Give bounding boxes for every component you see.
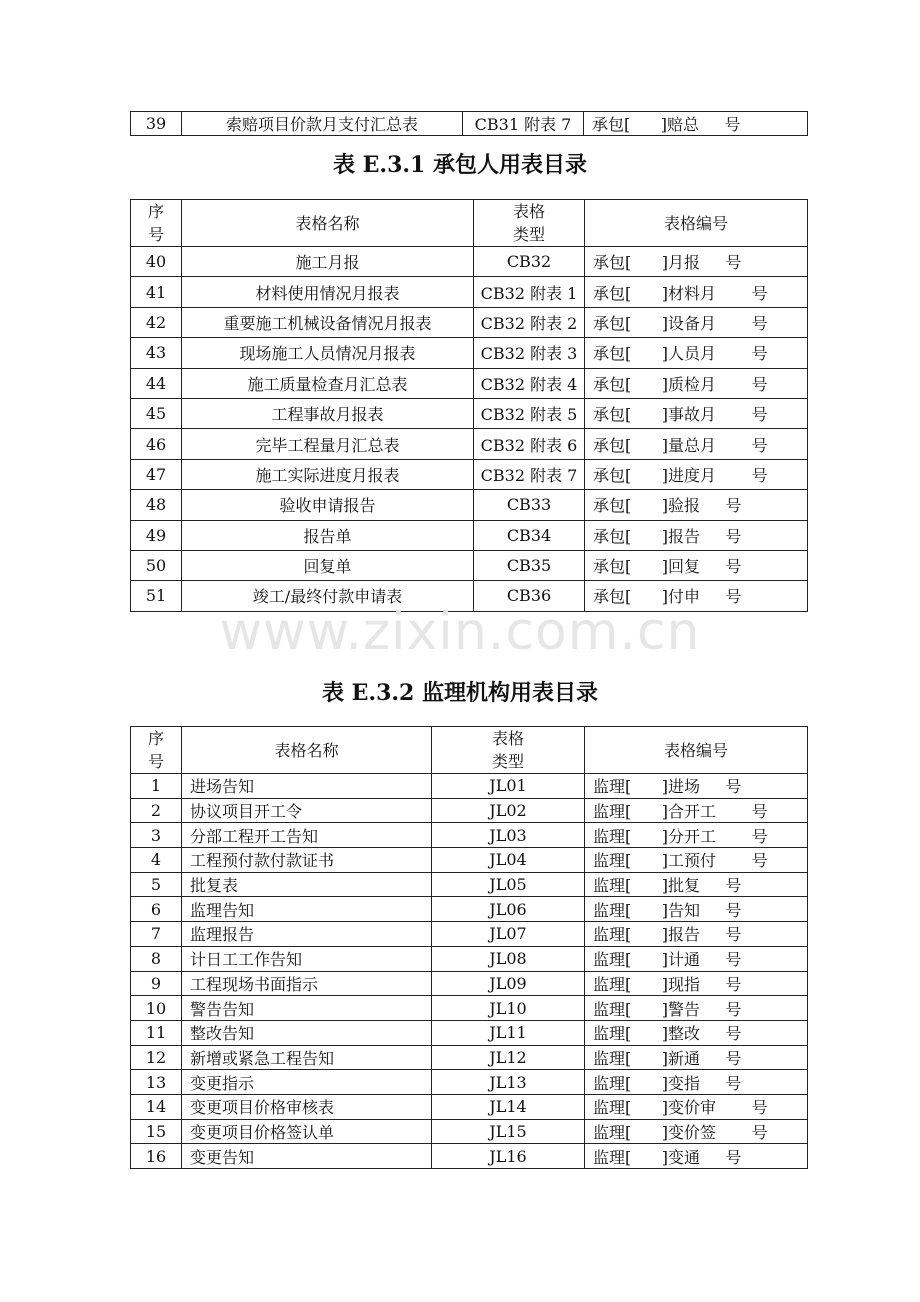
table-row [131, 338, 808, 368]
header-name: 表格名称 [182, 727, 432, 774]
form-type: CB35 [474, 550, 585, 580]
form-name: 监理告知 [182, 897, 432, 922]
form-code: 监理[ ]进场 号 [585, 774, 808, 799]
row-number: 44 [131, 368, 182, 398]
form-name: 施工实际进度月报表 [182, 459, 474, 489]
form-code: 监理[ ]报告 号 [585, 922, 808, 947]
form-type: JL04 [432, 848, 585, 873]
row-number: 42 [131, 307, 182, 337]
table-row [131, 398, 808, 428]
row-number: 40 [131, 247, 182, 277]
form-name: 回复单 [182, 550, 474, 580]
form-name: 现场施工人员情况月报表 [182, 338, 474, 368]
form-code: 承包[ ]人员月 号 [585, 338, 808, 368]
form-type: JL11 [432, 1020, 585, 1045]
row-number: 4 [131, 848, 182, 873]
table-row [131, 550, 808, 580]
table-row [131, 368, 808, 398]
form-type: CB32 附表 7 [474, 459, 585, 489]
form-code: 监理[ ]警告 号 [585, 996, 808, 1021]
form-code: 监理[ ]整改 号 [585, 1020, 808, 1045]
row-number: 39 [131, 112, 182, 136]
form-name: 竣工/最终付款申请表 [182, 581, 474, 611]
header-no: 序 号 [131, 200, 182, 247]
table-row [131, 459, 808, 489]
row-number: 10 [131, 996, 182, 1021]
form-code: 监理[ ]变价审 号 [585, 1094, 808, 1119]
header-code: 表格编号 [585, 200, 808, 247]
form-name: 工程现场书面指示 [182, 971, 432, 996]
form-code: 监理[ ]变价签 号 [585, 1119, 808, 1144]
form-type: CB31 附表 7 [463, 112, 584, 136]
form-code: 监理[ ]工预付 号 [585, 848, 808, 873]
table-row [131, 872, 808, 897]
table-row [131, 971, 808, 996]
supervision-forms-table [130, 726, 808, 1169]
table-row [131, 996, 808, 1021]
header-name: 表格名称 [182, 200, 474, 247]
form-name: 材料使用情况月报表 [182, 277, 474, 307]
form-name: 变更项目价格签认单 [182, 1119, 432, 1144]
form-name: 施工质量检查月汇总表 [182, 368, 474, 398]
form-code: 监理[ ]现指 号 [585, 971, 808, 996]
form-type: JL12 [432, 1045, 585, 1070]
row-number: 2 [131, 798, 182, 823]
table-row [131, 277, 808, 307]
header-no: 序 号 [131, 727, 182, 774]
form-code: 承包[ ]事故月 号 [585, 398, 808, 428]
form-name: 工程预付款付款证书 [182, 848, 432, 873]
form-type: JL14 [432, 1094, 585, 1119]
form-code: 监理[ ]新通 号 [585, 1045, 808, 1070]
form-type: JL08 [432, 946, 585, 971]
table-row [131, 307, 808, 337]
table-header-row [131, 727, 808, 774]
form-code: 监理[ ]变指 号 [585, 1070, 808, 1095]
row-number: 15 [131, 1119, 182, 1144]
table-row [131, 922, 808, 947]
row-number: 8 [131, 946, 182, 971]
form-name: 施工月报 [182, 247, 474, 277]
form-name: 新增或紧急工程告知 [182, 1045, 432, 1070]
form-code: 承包[ ]付申 号 [585, 581, 808, 611]
watermark: www.zixin.com.cn [219, 602, 701, 662]
row-number: 9 [131, 971, 182, 996]
row-number: 51 [131, 581, 182, 611]
row-number: 6 [131, 897, 182, 922]
row-number: 45 [131, 398, 182, 428]
form-code: 监理[ ]变通 号 [585, 1144, 808, 1169]
form-name: 批复表 [182, 872, 432, 897]
section2-title: 表 E.3.2 监理机构用表目录 [321, 680, 599, 706]
form-type: CB32 附表 3 [474, 338, 585, 368]
table-row [131, 1020, 808, 1045]
table-body [131, 774, 808, 1169]
form-name: 工程事故月报表 [182, 398, 474, 428]
form-type: JL10 [432, 996, 585, 1021]
form-name: 报告单 [182, 520, 474, 550]
table-row [131, 1070, 808, 1095]
form-name: 警告告知 [182, 996, 432, 1021]
row-number: 12 [131, 1045, 182, 1070]
form-type: JL13 [432, 1070, 585, 1095]
row-number: 50 [131, 550, 182, 580]
form-type: JL02 [432, 798, 585, 823]
form-code: 承包[ ]赔总 号 [584, 112, 808, 136]
form-type: JL09 [432, 971, 585, 996]
form-type: CB34 [474, 520, 585, 550]
row-number: 13 [131, 1070, 182, 1095]
header-code: 表格编号 [585, 727, 808, 774]
table-row [131, 247, 808, 277]
row-number: 48 [131, 490, 182, 520]
row-number: 3 [131, 823, 182, 848]
table-row [131, 774, 808, 799]
form-name: 重要施工机械设备情况月报表 [182, 307, 474, 337]
row-number: 7 [131, 922, 182, 947]
row-number: 14 [131, 1094, 182, 1119]
table-row [131, 823, 808, 848]
table-row [131, 798, 808, 823]
form-type: CB32 附表 1 [474, 277, 585, 307]
form-name: 变更指示 [182, 1070, 432, 1095]
form-name: 变更项目价格审核表 [182, 1094, 432, 1119]
form-code: 承包[ ]设备月 号 [585, 307, 808, 337]
contractor-forms-table [130, 199, 808, 612]
form-type: CB36 [474, 581, 585, 611]
table-header-row [131, 200, 808, 247]
form-type: JL15 [432, 1119, 585, 1144]
form-type: CB33 [474, 490, 585, 520]
form-type: CB32 附表 4 [474, 368, 585, 398]
table-body [131, 247, 808, 612]
form-code: 承包[ ]量总月 号 [585, 429, 808, 459]
row-number: 41 [131, 277, 182, 307]
form-name: 变更告知 [182, 1144, 432, 1169]
row-number: 43 [131, 338, 182, 368]
form-code: 承包[ ]质检月 号 [585, 368, 808, 398]
form-code: 承包[ ]报告 号 [585, 520, 808, 550]
table-row [131, 1094, 808, 1119]
form-name: 计日工工作告知 [182, 946, 432, 971]
form-type: CB32 附表 6 [474, 429, 585, 459]
table-row [131, 1119, 808, 1144]
form-code: 承包[ ]回复 号 [585, 550, 808, 580]
table-row [131, 946, 808, 971]
form-code: 监理[ ]合开工 号 [585, 798, 808, 823]
table-row [131, 520, 808, 550]
form-type: CB32 [474, 247, 585, 277]
row-number: 11 [131, 1020, 182, 1045]
form-name: 完毕工程量月汇总表 [182, 429, 474, 459]
row-number: 49 [131, 520, 182, 550]
form-code: 监理[ ]告知 号 [585, 897, 808, 922]
row-number: 46 [131, 429, 182, 459]
form-type: JL05 [432, 872, 585, 897]
form-name: 索赔项目价款月支付汇总表 [182, 112, 463, 136]
form-code: 承包[ ]验报 号 [585, 490, 808, 520]
form-code: 承包[ ]材料月 号 [585, 277, 808, 307]
form-type: JL06 [432, 897, 585, 922]
form-code: 监理[ ]分开工 号 [585, 823, 808, 848]
table-row [131, 1045, 808, 1070]
form-code: 承包[ ]月报 号 [585, 247, 808, 277]
form-name: 协议项目开工令 [182, 798, 432, 823]
form-name: 进场告知 [182, 774, 432, 799]
form-name: 监理报告 [182, 922, 432, 947]
form-code: 监理[ ]批复 号 [585, 872, 808, 897]
form-type: JL01 [432, 774, 585, 799]
form-type: CB32 附表 5 [474, 398, 585, 428]
table-row [131, 848, 808, 873]
section1-title: 表 E.3.1 承包人用表目录 [332, 152, 588, 178]
table-row [131, 112, 808, 136]
form-code: 承包[ ]进度月 号 [585, 459, 808, 489]
form-name: 验收申请报告 [182, 490, 474, 520]
header-type: 表格 类型 [474, 200, 585, 247]
table-row [131, 490, 808, 520]
top-table [130, 111, 808, 136]
form-type: JL16 [432, 1144, 585, 1169]
form-type: JL03 [432, 823, 585, 848]
table-row [131, 1144, 808, 1169]
row-number: 1 [131, 774, 182, 799]
form-name: 整改告知 [182, 1020, 432, 1045]
form-type: JL07 [432, 922, 585, 947]
form-type: CB32 附表 2 [474, 307, 585, 337]
table-row [131, 897, 808, 922]
row-number: 5 [131, 872, 182, 897]
table-row [131, 429, 808, 459]
form-name: 分部工程开工告知 [182, 823, 432, 848]
row-number: 16 [131, 1144, 182, 1169]
header-type: 表格 类型 [432, 727, 585, 774]
form-code: 监理[ ]计通 号 [585, 946, 808, 971]
row-number: 47 [131, 459, 182, 489]
